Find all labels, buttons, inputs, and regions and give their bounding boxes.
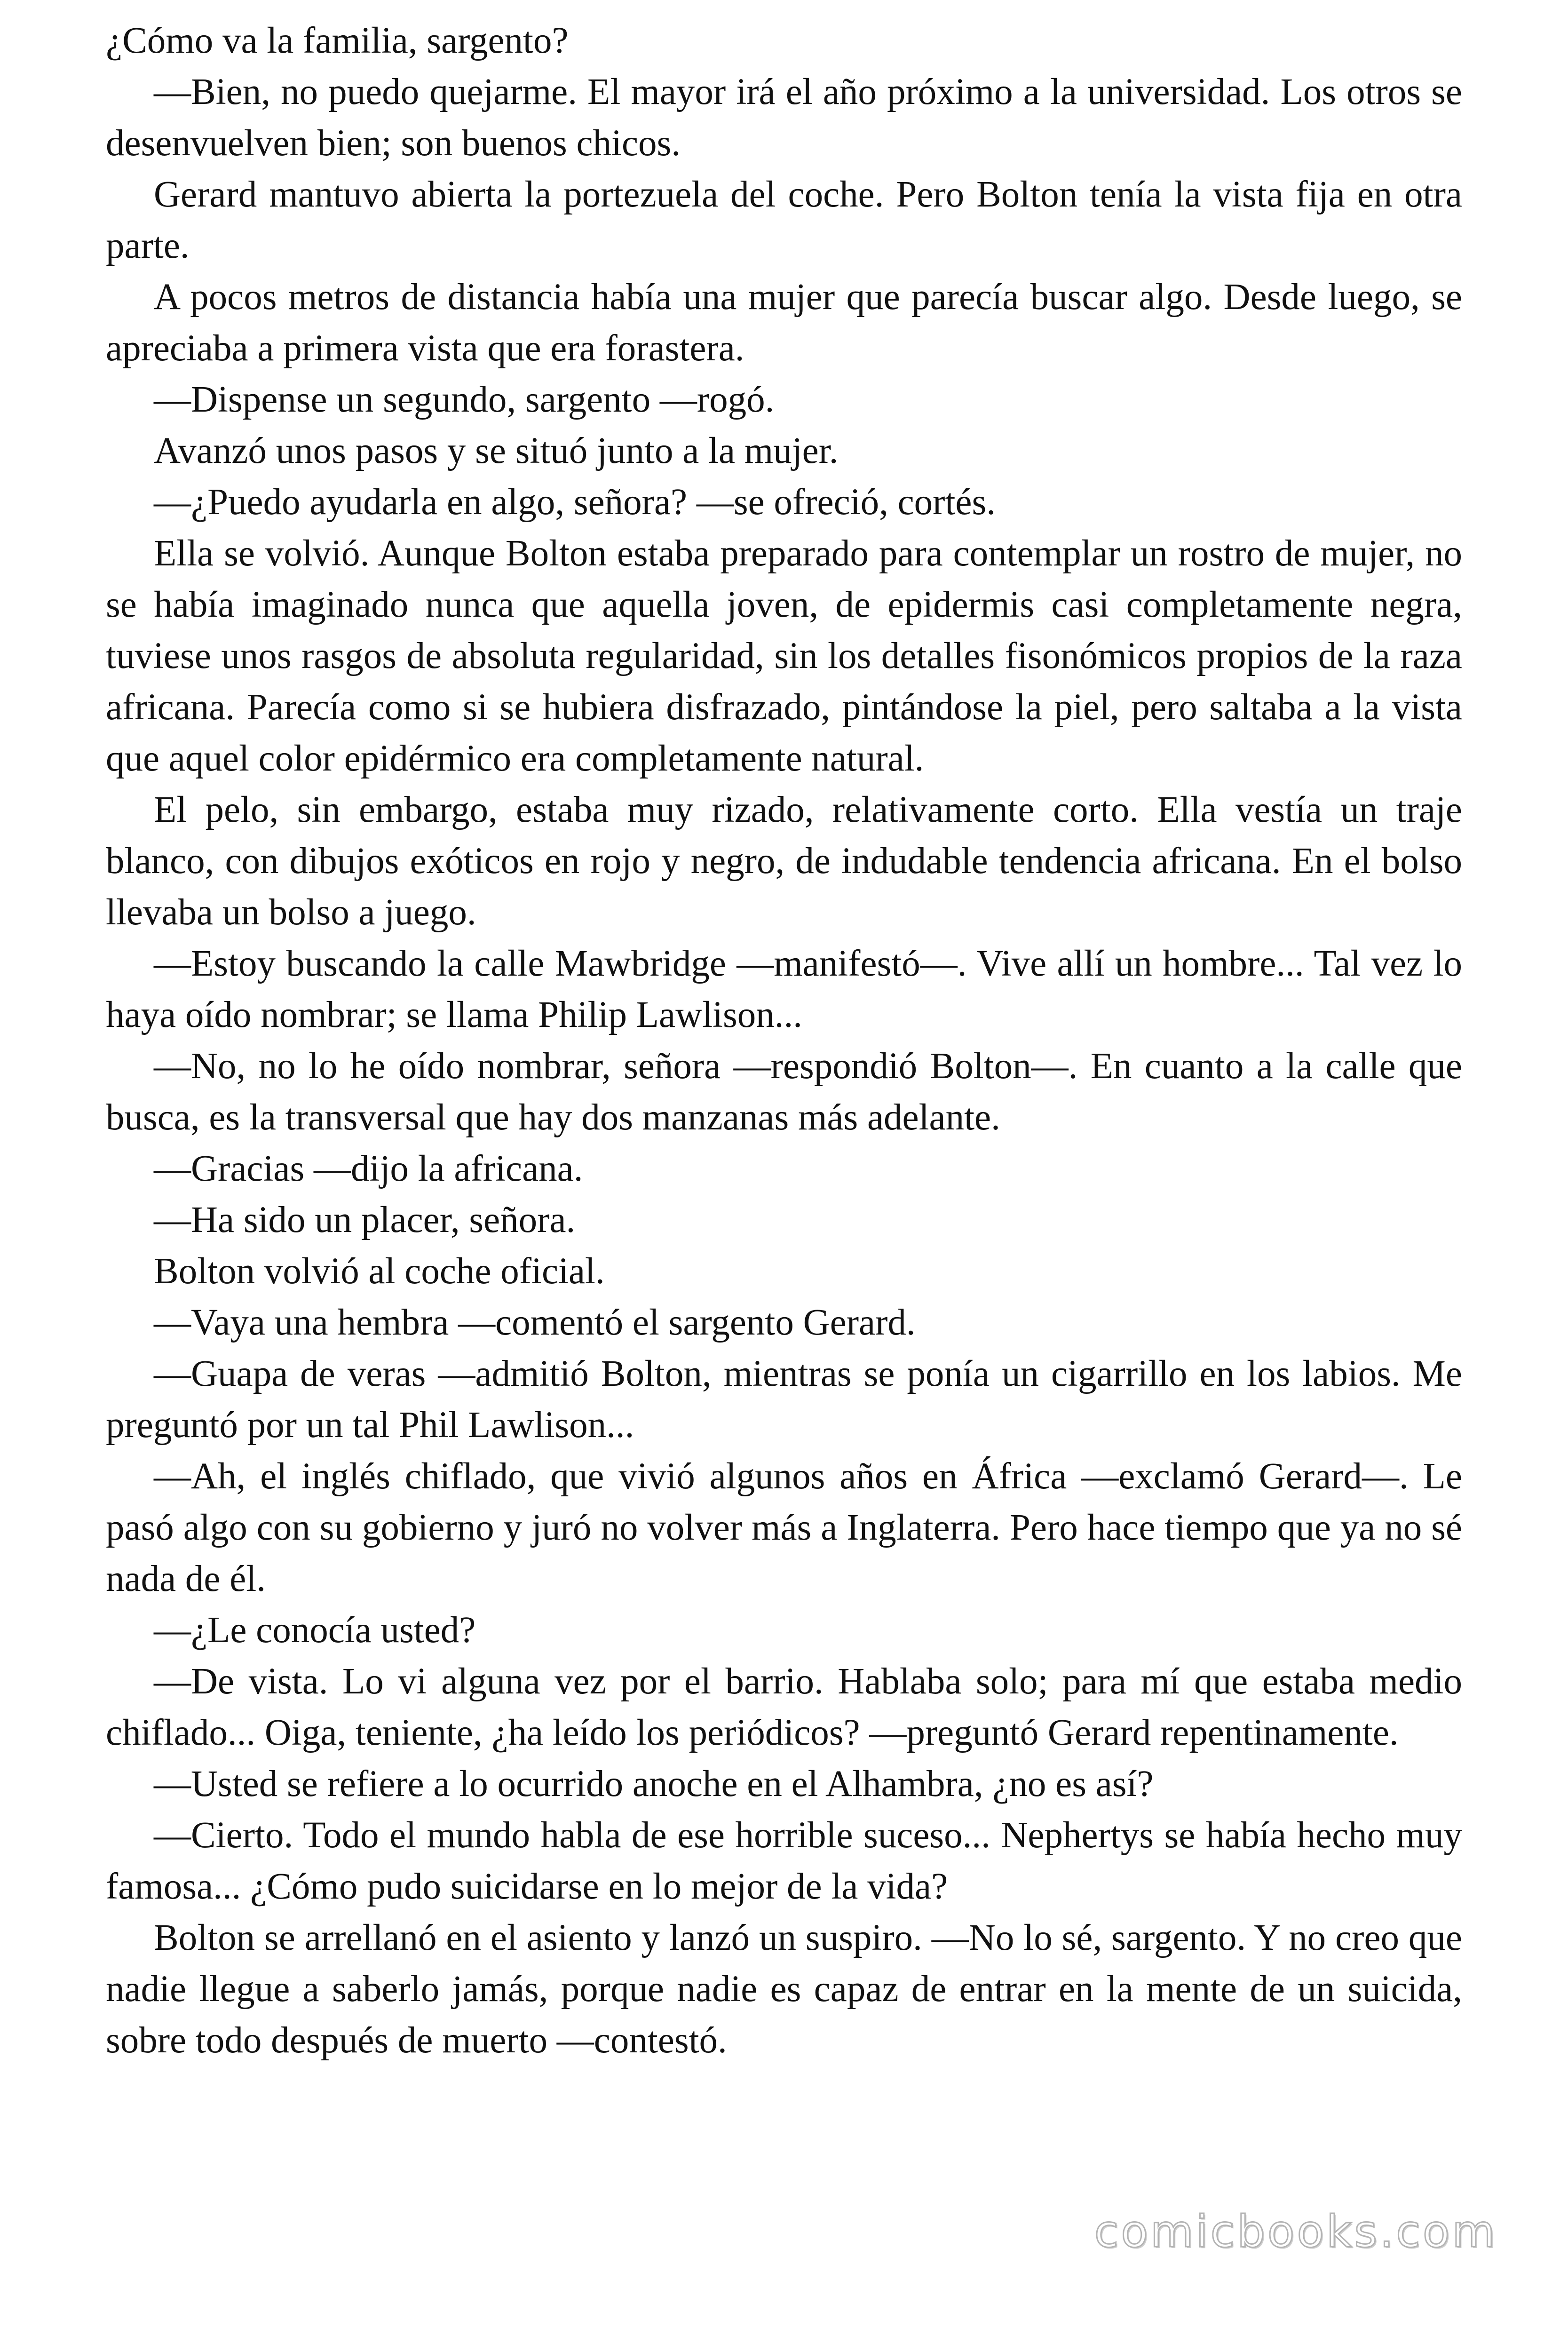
paragraph-17: —Ah, el inglés chiflado, que vivió algunos años en África —exclamó Gerard—. Le pasó algo con su gobierno y juró no volver más a Inglaterra. Pero hace tiempo que ya no sé nada de él. [106,1456,1462,1599]
paragraph-1: ¿Cómo va la familia, sargento? [106,20,569,61]
paragraph-22: Bolton se arrellanó en el asiento y lanzó un suspiro. —No lo sé, sargento. Y no creo que nadie llegue a saberlo jamás, porque nadie es capaz de entrar en la mente de un suicida, sobre todo después de muerto —contestó. [106,1917,1462,2061]
paragraph-15: —Vaya una hembra —comentó el sargento Gerard. [154,1302,916,1343]
paragraph-14: Bolton volvió al coche oficial. [154,1251,605,1292]
paragraph-7: —¿Puedo ayudarla en algo, señora? —se ofreció, cortés. [154,482,996,523]
paragraph-18: —¿Le conocía usted? [154,1610,476,1651]
paragraph-4: A pocos metros de distancia había una mujer que parecía buscar algo. Desde luego, se apreciaba a primera vista que era forastera. [106,277,1462,369]
paragraph-16: —Guapa de veras —admitió Bolton, mientras se ponía un cigarrillo en los labios. Me preguntó por un tal Phil Lawlison... [106,1353,1462,1446]
paragraph-9: El pelo, sin embargo, estaba muy rizado, relativamente corto. Ella vestía un traje blanco, con dibujos exóticos en rojo y negro, de indudable tendencia africana. En el bolso llevaba un bolso a juego. [106,789,1462,933]
paragraph-20: —Usted se refiere a lo ocurrido anoche en el Alhambra, ¿no es así? [154,1764,1154,1804]
paragraph-21: —Cierto. Todo el mundo habla de ese horrible suceso... Nephertys se había hecho muy famosa... ¿Cómo pudo suicidarse en lo mejor de la vida? [106,1815,1462,1907]
paragraph-2: —Bien, no puedo quejarme. El mayor irá el año próximo a la universidad. Los otros se desenvuelven bien; son buenos chicos. [106,72,1462,164]
paragraph-10: —Estoy buscando la calle Mawbridge —manifestó—. Vive allí un hombre... Tal vez lo haya oído nombrar; se llama Philip Lawlison... [106,943,1462,1035]
paragraph-12: —Gracias —dijo la africana. [154,1148,583,1189]
paragraph-3: Gerard mantuvo abierta la portezuela del coche. Pero Bolton tenía la vista fija en otra parte. [106,174,1462,266]
watermark-logo: comicbooks.com [1094,2206,1497,2257]
paragraph-13: —Ha sido un placer, señora. [154,1200,576,1240]
paragraph-5: —Dispense un segundo, sargento —rogó. [154,379,775,420]
paragraph-11: —No, no lo he oído nombrar, señora —respondió Bolton—. En cuanto a la calle que busca, es la transversal que hay dos manzanas más adelante. [106,1046,1462,1138]
paragraph-8: Ella se volvió. Aunque Bolton estaba preparado para contemplar un rostro de mujer, no se había imaginado nunca que aquella joven, de epidermis casi completamente negra, tuviese unos rasgos de absoluta regularidad, sin los detalles fisonómicos propios de la raza africana. Parecía como si se hubiera disfrazado, pintándose la piel, pero saltaba a la vista que aquel color epidérmico era completamente natural. [106,533,1462,779]
paragraph-6: Avanzó unos pasos y se situó junto a la mujer. [154,430,839,471]
book-page-text [106,15,1462,2066]
paragraph-19: —De vista. Lo vi alguna vez por el barrio. Hablaba solo; para mí que estaba medio chiflado... Oiga, teniente, ¿ha leído los periódicos? —preguntó Gerard repentinamente. [106,1661,1462,1753]
